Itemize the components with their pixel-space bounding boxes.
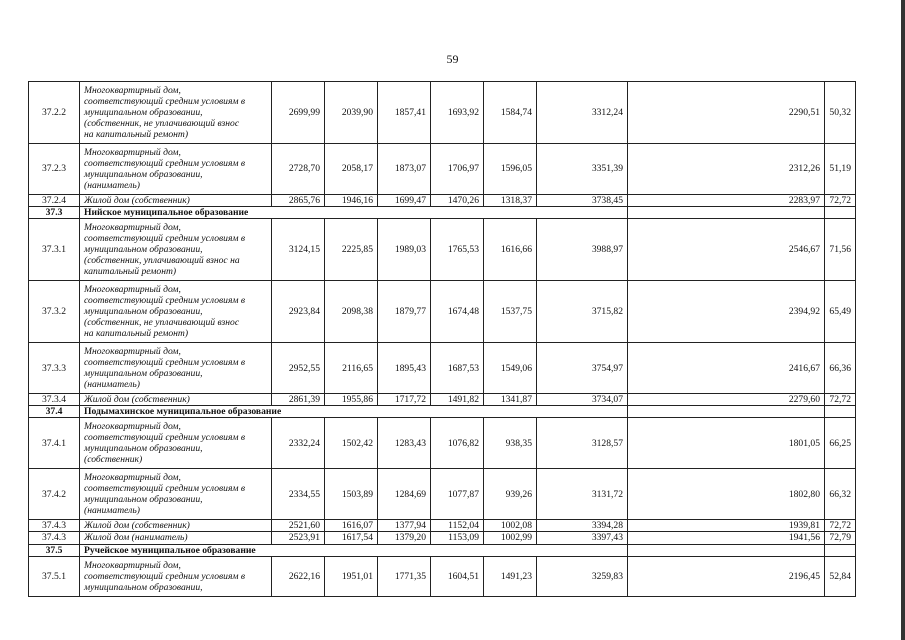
description-line: Многоквартирный дом, — [84, 346, 181, 357]
description-line: на капитальный ремонт) — [84, 129, 189, 141]
table-row — [29, 144, 856, 195]
value-cell: 2923,84 — [272, 281, 325, 343]
value-cell: 1491,23 — [484, 556, 537, 596]
value-cell: 2196,45 — [628, 556, 825, 596]
table-row — [29, 195, 856, 207]
value-cell: 2523,91 — [272, 532, 325, 544]
row-code: 37.2.4 — [29, 195, 80, 207]
tariff-table — [28, 81, 856, 597]
value-cell: 2546,67 — [628, 219, 825, 281]
value-cell: 2728,70 — [272, 144, 325, 195]
description-line: (собственник, не уплачивающий взнос — [84, 118, 240, 130]
section-name: Ручейское муниципальное образование — [80, 544, 628, 556]
description-line: муниципальном образовании, — [84, 443, 203, 455]
description-line: Многоквартирный дом, — [84, 146, 181, 158]
empty-cell — [628, 207, 825, 219]
row-code: 37.4.3 — [29, 520, 80, 532]
value-cell: 2861,39 — [272, 394, 325, 406]
value-cell: 1617,54 — [325, 532, 378, 544]
description-line: муниципальном образовании, — [84, 306, 203, 318]
value-cell: 72,72 — [825, 195, 856, 207]
description-line: Многоквартирный дом, — [84, 421, 181, 433]
empty-cell — [825, 406, 856, 418]
value-cell: 2225,85 — [325, 219, 378, 281]
description-line: соответствующий средним условиям в — [84, 157, 246, 169]
description-line: соответствующий средним условиям в — [84, 483, 246, 495]
value-cell: 65,49 — [825, 281, 856, 343]
value-cell: 1596,05 — [484, 144, 537, 195]
value-cell: 3754,97 — [537, 343, 628, 394]
value-cell: 3715,82 — [537, 281, 628, 343]
row-description — [80, 195, 272, 207]
value-cell: 66,32 — [825, 469, 856, 520]
section-code: 37.5 — [29, 544, 80, 556]
section-code: 37.4 — [29, 406, 80, 418]
value-cell: 1693,92 — [431, 82, 484, 144]
value-cell: 3312,24 — [537, 82, 628, 144]
value-cell: 1341,87 — [484, 394, 537, 406]
value-cell: 3259,83 — [537, 556, 628, 596]
value-cell: 1502,42 — [325, 418, 378, 469]
description-line: Многоквартирный дом, — [84, 559, 181, 571]
description-line: муниципальном образовании, — [84, 106, 203, 118]
value-cell: 1771,35 — [378, 556, 431, 596]
description-line: Многоквартирный дом, — [84, 221, 181, 233]
description-line: Жилой дом (собственник) — [84, 394, 190, 406]
table-row — [29, 469, 856, 520]
description-line: соответствующий средним условиям в — [84, 570, 246, 582]
value-cell: 2952,55 — [272, 343, 325, 394]
value-cell: 3734,07 — [537, 394, 628, 406]
table-row — [29, 82, 856, 144]
empty-cell — [825, 207, 856, 219]
value-cell: 1955,86 — [325, 394, 378, 406]
row-code: 37.3.3 — [29, 343, 80, 394]
value-cell: 3738,45 — [537, 195, 628, 207]
value-cell: 1537,75 — [484, 281, 537, 343]
row-description — [80, 394, 272, 406]
value-cell: 2394,92 — [628, 281, 825, 343]
row-description — [80, 520, 272, 532]
value-cell: 1989,03 — [378, 219, 431, 281]
value-cell: 1687,53 — [431, 343, 484, 394]
table-row — [29, 343, 856, 394]
row-description — [80, 418, 272, 469]
row-description — [80, 219, 272, 281]
value-cell: 2334,55 — [272, 469, 325, 520]
description-line: (наниматель) — [84, 180, 140, 192]
value-cell: 1549,06 — [484, 343, 537, 394]
value-cell: 1002,08 — [484, 520, 537, 532]
row-code: 37.2.2 — [29, 82, 80, 144]
empty-cell — [628, 544, 825, 556]
value-cell: 1153,09 — [431, 532, 484, 544]
row-description — [80, 281, 272, 343]
description-line: Многоквартирный дом, — [84, 283, 181, 295]
row-code: 37.3.2 — [29, 281, 80, 343]
description-line: муниципальном образовании, — [84, 494, 203, 506]
value-cell: 3128,57 — [537, 418, 628, 469]
value-cell: 2283,97 — [628, 195, 825, 207]
description-line: (наниматель) — [84, 379, 140, 391]
table-row — [29, 219, 856, 281]
value-cell: 1077,87 — [431, 469, 484, 520]
description-line: капитальный ремонт) — [84, 266, 177, 278]
section-code: 37.3 — [29, 207, 80, 219]
value-cell: 2332,24 — [272, 418, 325, 469]
table-body — [29, 82, 856, 597]
value-cell: 72,72 — [825, 520, 856, 532]
value-cell: 2312,26 — [628, 144, 825, 195]
value-cell: 3131,72 — [537, 469, 628, 520]
value-cell: 2098,38 — [325, 281, 378, 343]
value-cell: 1318,37 — [484, 195, 537, 207]
description-line: муниципальном образовании, — [84, 244, 203, 256]
value-cell: 2290,51 — [628, 82, 825, 144]
value-cell: 1616,66 — [484, 219, 537, 281]
value-cell: 1491,82 — [431, 394, 484, 406]
row-code: 37.4.1 — [29, 418, 80, 469]
description-line: соответствующий средним условиям в — [84, 432, 246, 444]
value-cell: 3351,39 — [537, 144, 628, 195]
description-line: (собственник) — [84, 454, 143, 466]
empty-cell — [825, 544, 856, 556]
page-number: 59 — [446, 52, 459, 66]
description-line: Жилой дом (наниматель) — [84, 532, 188, 544]
value-cell: 1857,41 — [378, 82, 431, 144]
value-cell: 3397,43 — [537, 532, 628, 544]
value-cell: 2521,60 — [272, 520, 325, 532]
description-line: муниципальном образовании, — [84, 169, 203, 180]
value-cell: 1284,69 — [378, 469, 431, 520]
table-row — [29, 532, 856, 544]
value-cell: 1801,05 — [628, 418, 825, 469]
row-description — [80, 469, 272, 520]
value-cell: 1503,89 — [325, 469, 378, 520]
value-cell: 1946,16 — [325, 195, 378, 207]
value-cell: 2116,65 — [325, 343, 378, 394]
row-description — [80, 82, 272, 144]
value-cell: 1895,43 — [378, 343, 431, 394]
value-cell: 1879,77 — [378, 281, 431, 343]
value-cell: 1717,72 — [378, 394, 431, 406]
row-code: 37.2.3 — [29, 144, 80, 195]
description-line: Жилой дом (собственник) — [84, 195, 190, 206]
value-cell: 3394,28 — [537, 520, 628, 532]
value-cell: 2622,16 — [272, 556, 325, 596]
table-row — [29, 418, 856, 469]
empty-cell — [628, 406, 825, 418]
value-cell: 1706,97 — [431, 144, 484, 195]
value-cell: 1802,80 — [628, 469, 825, 520]
row-description — [80, 532, 272, 544]
value-cell: 52,84 — [825, 556, 856, 596]
value-cell: 72,79 — [825, 532, 856, 544]
value-cell: 66,25 — [825, 418, 856, 469]
value-cell: 50,32 — [825, 82, 856, 144]
row-code: 37.4.2 — [29, 469, 80, 520]
value-cell: 1939,81 — [628, 520, 825, 532]
value-cell: 1584,74 — [484, 82, 537, 144]
value-cell: 939,26 — [484, 469, 537, 520]
description-line: (собственник, не уплачивающий взнос — [84, 317, 240, 329]
value-cell: 51,19 — [825, 144, 856, 195]
value-cell: 66,36 — [825, 343, 856, 394]
scan-edge — [901, 0, 905, 640]
description-line: соответствующий средним условиям в — [84, 233, 246, 245]
table-row — [29, 520, 856, 532]
section-row — [29, 406, 856, 418]
section-row — [29, 544, 856, 556]
value-cell: 3988,97 — [537, 219, 628, 281]
description-line: Многоквартирный дом, — [84, 472, 181, 484]
value-cell: 1470,26 — [431, 195, 484, 207]
section-name: Подымахинское муниципальное образование — [80, 406, 628, 418]
value-cell: 938,35 — [484, 418, 537, 469]
value-cell: 2865,76 — [272, 195, 325, 207]
value-cell: 1941,56 — [628, 532, 825, 544]
description-line: соответствующий средним условиям в — [84, 295, 246, 307]
value-cell: 2039,90 — [325, 82, 378, 144]
value-cell: 2279,60 — [628, 394, 825, 406]
value-cell: 2058,17 — [325, 144, 378, 195]
value-cell: 1283,43 — [378, 418, 431, 469]
row-description — [80, 144, 272, 195]
value-cell: 1674,48 — [431, 281, 484, 343]
row-description — [80, 556, 272, 596]
table-row — [29, 281, 856, 343]
description-line: Многоквартирный дом, — [84, 84, 181, 96]
value-cell: 1699,47 — [378, 195, 431, 207]
section-name: Нийское муниципальное образование — [80, 207, 628, 219]
value-cell: 1873,07 — [378, 144, 431, 195]
row-description — [80, 343, 272, 394]
description-line: соответствующий средним условиям в — [84, 95, 246, 107]
value-cell: 71,56 — [825, 219, 856, 281]
description-line: на капитальный ремонт) — [84, 328, 189, 340]
value-cell: 1616,07 — [325, 520, 378, 532]
value-cell: 1951,01 — [325, 556, 378, 596]
value-cell: 1765,53 — [431, 219, 484, 281]
value-cell: 1604,51 — [431, 556, 484, 596]
description-line: муниципальном образовании, — [84, 581, 203, 593]
value-cell: 72,72 — [825, 394, 856, 406]
description-line: соответствующий средним условиям в — [84, 357, 246, 369]
value-cell: 1076,82 — [431, 418, 484, 469]
description-line: (наниматель) — [84, 505, 140, 517]
description-line: (собственник, уплачивающий взнос на — [84, 255, 240, 267]
table-row — [29, 394, 856, 406]
section-row — [29, 207, 856, 219]
value-cell: 1379,20 — [378, 532, 431, 544]
value-cell: 1377,94 — [378, 520, 431, 532]
description-line: муниципальном образовании, — [84, 368, 203, 380]
row-code: 37.3.1 — [29, 219, 80, 281]
value-cell: 2416,67 — [628, 343, 825, 394]
value-cell: 2699,99 — [272, 82, 325, 144]
row-code: 37.5.1 — [29, 556, 80, 596]
value-cell: 1152,04 — [431, 520, 484, 532]
table-row — [29, 556, 856, 596]
row-code: 37.3.4 — [29, 394, 80, 406]
row-code: 37.4.3 — [29, 532, 80, 544]
value-cell: 1002,99 — [484, 532, 537, 544]
description-line: Жилой дом (собственник) — [84, 520, 190, 532]
value-cell: 3124,15 — [272, 219, 325, 281]
